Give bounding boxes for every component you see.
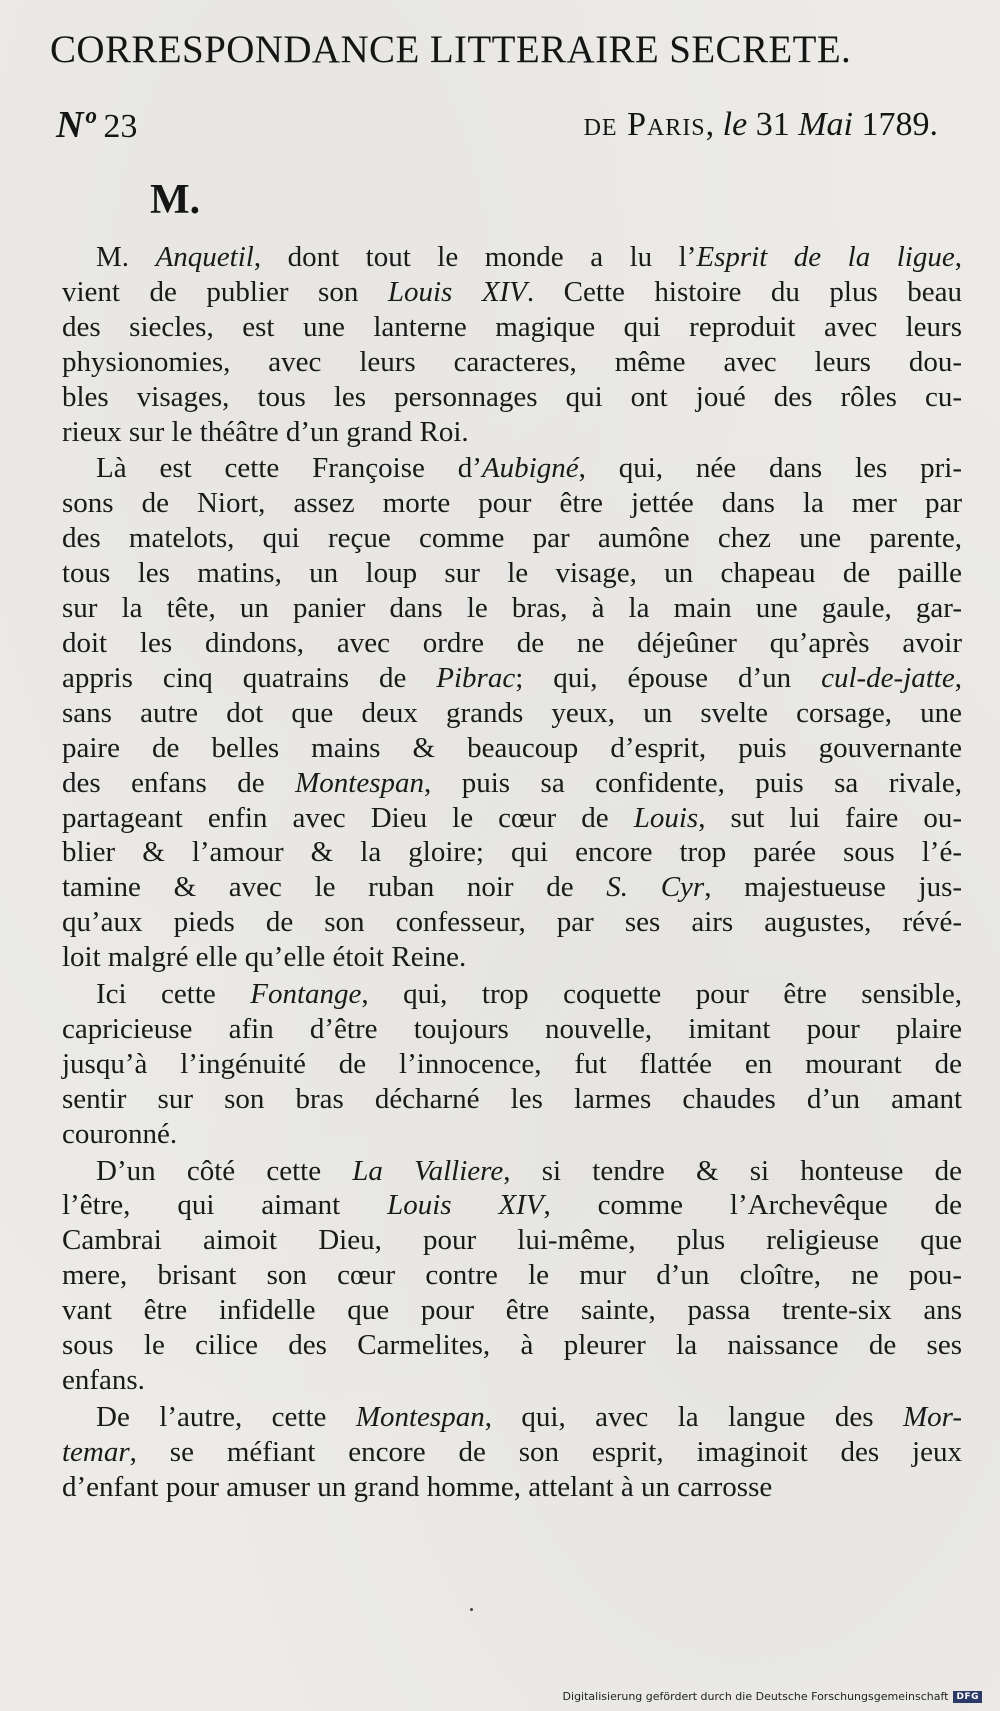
issue-le: le	[722, 106, 748, 143]
text-run: Cambrai aimoit Dieu, pour lui-même, plus religieuse que	[62, 1224, 962, 1257]
text-line	[62, 940, 962, 975]
paragraph	[62, 451, 962, 975]
text-line	[62, 1435, 962, 1470]
text-run: Ici cette	[96, 978, 251, 1011]
text-run: ; qui, épouse d’un	[515, 661, 822, 694]
text-line	[62, 310, 962, 345]
text-run: , qui, née dans les pri-	[578, 452, 963, 485]
text-run: , comme l’Archevêque de	[543, 1189, 962, 1222]
text-run: sentir sur son bras décharné les larmes chaudes d’un amant	[62, 1082, 962, 1115]
text-run: capricieuse afin d’être toujours nouvelle, imitant pour plaire	[62, 1012, 962, 1045]
text-line	[62, 1012, 962, 1047]
text-run: d’enfant pour amuser un grand homme, attelant à un carrosse	[62, 1470, 773, 1503]
text-run: vient de publier son	[62, 275, 388, 308]
text-line	[62, 345, 962, 380]
text-run: , si tendre & si honteuse de	[503, 1154, 962, 1187]
text-run: D’un côté cette	[96, 1154, 353, 1187]
text-run: rieux sur le théâtre d’un grand Roi.	[62, 415, 469, 448]
text-run: des enfans de	[62, 766, 296, 799]
text-line	[62, 905, 962, 940]
paragraph	[62, 977, 962, 1152]
text-line	[62, 731, 962, 766]
text-line	[62, 380, 962, 415]
text-run: , qui, avec la langue des	[484, 1400, 903, 1433]
text-run: sur la tête, un panier dans le bras, à la main une gaule, gar-	[62, 592, 962, 625]
text-line	[62, 1470, 962, 1505]
text-run: loit malgré elle qu’elle étoit Reine.	[62, 941, 467, 974]
text-line	[62, 696, 962, 731]
text-run: des matelots, qui reçue comme par aumône chez une parente,	[62, 522, 962, 555]
text-run: , dont tout le monde a lu l’	[253, 241, 697, 273]
text-line	[62, 415, 962, 450]
text-line	[62, 835, 962, 870]
text-line	[62, 1258, 962, 1293]
text-line	[62, 1293, 962, 1328]
salutation: M.	[150, 177, 201, 223]
issue-year: 1789.	[861, 106, 938, 143]
article-body	[62, 240, 962, 1507]
text-run: . Cette histoire du plus beau	[526, 275, 962, 308]
italic-name: Aubigné	[481, 452, 579, 485]
text-line	[62, 486, 962, 521]
text-line	[62, 1328, 962, 1363]
italic-name: Montespan	[355, 1400, 485, 1433]
running-title: CORRESPONDANCE LITTERAIRE SECRETE.	[50, 28, 852, 71]
text-line	[62, 1400, 962, 1435]
issue-number-value: 23	[103, 108, 138, 145]
text-run: , majestueuse jus-	[704, 871, 963, 904]
text-line	[62, 591, 962, 626]
issue-number-mark: Nº	[56, 104, 95, 146]
text-run: vant être infidelle que pour être sainte, passa trente-six ans	[62, 1294, 962, 1327]
text-line	[62, 240, 962, 275]
italic-name: Montespan	[295, 766, 425, 799]
text-run: sons de Niort, assez morte pour être jettée dans la mer par	[62, 487, 962, 520]
text-run: appris cinq quatrains de	[62, 661, 437, 694]
text-run: Là est cette Françoise d’	[96, 452, 482, 485]
digitization-credit	[563, 1690, 982, 1703]
issue-number	[56, 98, 137, 154]
italic-name: temar	[62, 1435, 130, 1468]
text-line	[62, 977, 962, 1012]
text-line	[62, 1082, 962, 1117]
italic-name: La Valliere	[352, 1154, 504, 1187]
italic-name: Louis XIV	[387, 275, 527, 308]
italic-name: S. Cyr	[606, 871, 705, 904]
text-run: , sut lui faire ou-	[698, 801, 963, 834]
text-run: physionomies, avec leurs caracteres, même avec leurs dou-	[62, 345, 962, 378]
italic-name: Louis XIV	[387, 1189, 544, 1222]
text-line	[62, 521, 962, 556]
text-run: sous le cilice des Carmelites, à pleurer la naissance de ses	[62, 1329, 962, 1362]
text-run: De l’autre, cette	[96, 1400, 356, 1433]
text-line	[62, 1047, 962, 1082]
italic-name: Anquetil	[155, 241, 254, 273]
text-run: ,	[954, 661, 962, 694]
text-line	[62, 766, 962, 801]
text-line	[62, 870, 962, 905]
text-run: blier & l’amour & la gloire; qui encore trop parée sous l’é-	[62, 836, 962, 869]
text-run: mere, brisant son cœur contre le mur d’un cloître, ne pou-	[62, 1259, 962, 1292]
issue-location: de Paris	[583, 106, 706, 143]
text-line	[62, 1363, 962, 1398]
text-line	[62, 1223, 962, 1258]
text-run: doit les dindons, avec ordre de ne déjeûner qu’après avoir	[62, 626, 962, 659]
paragraph	[62, 1400, 962, 1505]
text-run: sans autre dot que deux grands yeux, un svelte corsage, une	[62, 696, 962, 729]
italic-name: Louis	[633, 801, 699, 834]
text-run: , puis sa confidente, puis sa rivale,	[424, 766, 962, 799]
paragraph	[62, 1154, 962, 1398]
text-line	[62, 661, 962, 696]
text-line	[62, 556, 962, 591]
issue-day: 31	[755, 106, 790, 143]
text-run: ,	[954, 241, 962, 273]
text-run: partageant enfin avec Dieu le cœur de	[62, 801, 634, 834]
italic-name: Mor-	[902, 1400, 963, 1433]
italic-name: Esprit de la ligue	[696, 241, 955, 273]
text-run: des siecles, est une lanterne magique qui reproduit avec leurs	[62, 310, 962, 343]
text-run: bles visages, tous les personnages qui ont joué des rôles cu-	[62, 380, 962, 413]
italic-name: cul-de-jatte	[821, 661, 955, 694]
text-run: , qui, trop coquette pour être sensible,	[361, 978, 962, 1011]
issue-date: de Paris, le 31 Mai 1789.	[583, 106, 938, 143]
text-run: jusqu’à l’ingénuité de l’innocence, fut flattée en mourant de	[62, 1047, 962, 1080]
text-run: tous les matins, un loup sur le visage, un chapeau de paille	[62, 557, 962, 590]
text-line	[62, 1117, 962, 1152]
paragraph	[62, 240, 962, 449]
dfg-logo: DFG	[953, 1691, 982, 1703]
issue-line	[56, 98, 938, 152]
text-run: tamine & avec le ruban noir de	[62, 871, 607, 904]
page-speck	[470, 1608, 473, 1611]
text-run: qu’aux pieds de son confesseur, par ses airs augustes, révé-	[62, 906, 962, 939]
text-line	[62, 1154, 962, 1189]
text-line	[62, 275, 962, 310]
credit-text: Digitalisierung gefördert durch die Deutsche Forschungsgemeinschaft	[562, 1690, 949, 1703]
text-line	[62, 626, 962, 661]
text-run: , se méfiant encore de son esprit, imaginoit des jeux	[129, 1435, 962, 1468]
text-run: M.	[96, 241, 156, 273]
italic-name: Fontange	[250, 978, 362, 1011]
text-run: enfans.	[62, 1364, 145, 1396]
text-run: couronné.	[62, 1117, 178, 1150]
text-run: l’être, qui aimant	[62, 1189, 388, 1222]
text-line	[62, 1188, 962, 1223]
issue-month: Mai	[798, 106, 853, 143]
text-run: paire de belles mains & beaucoup d’esprit, puis gouvernante	[62, 731, 962, 764]
italic-name: Pibrac	[436, 661, 516, 694]
text-line	[62, 801, 962, 836]
text-line	[62, 451, 962, 486]
